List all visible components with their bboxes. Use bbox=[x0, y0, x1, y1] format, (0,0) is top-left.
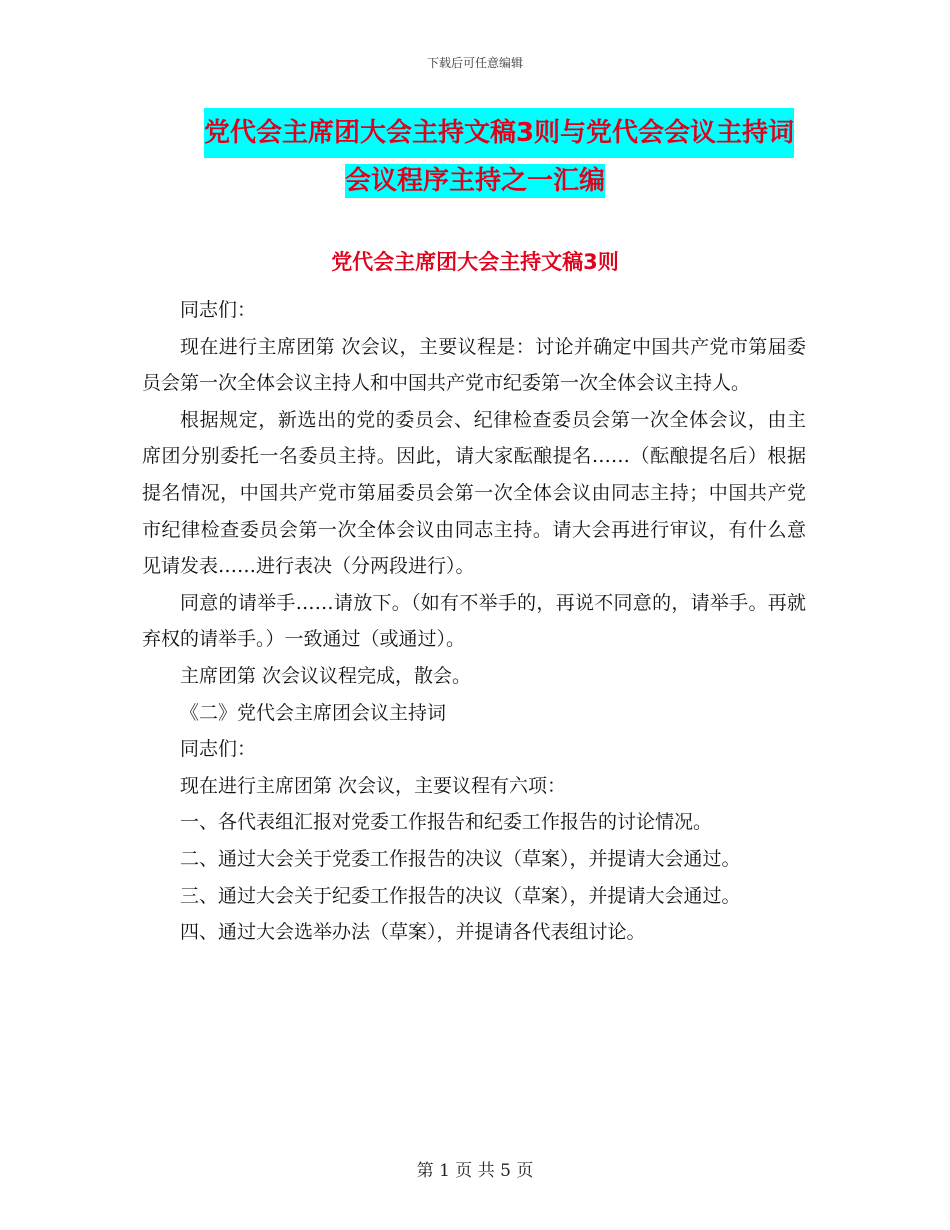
document-body bbox=[142, 292, 806, 951]
paragraph: 现在进行主席团第 次会议，主要议程有六项： bbox=[180, 774, 567, 797]
paragraph: 一、各代表组汇报对党委工作报告和纪委工作报告的讨论情况。 bbox=[180, 811, 713, 834]
page-number: 第 1 页 共 5 页 bbox=[416, 1161, 534, 1181]
paragraph: 同志们： bbox=[180, 299, 257, 321]
paragraph: 同意的请举手……请放下。（如有不举手的，再说不同意的，请举手。再就弃权的请举手。）一致通过（或通过）。 bbox=[142, 591, 806, 651]
document-title bbox=[0, 108, 950, 204]
paragraph: 同志们： bbox=[180, 738, 257, 761]
paragraph: 主席团第 次会议议程完成，散会。 bbox=[180, 664, 472, 687]
section-title: 党代会主席团大会主持文稿3则 bbox=[331, 250, 619, 274]
paragraph: 四、通过大会选举办法（草案），并提请各代表组讨论。 bbox=[180, 921, 646, 944]
header-note: 下载后可任意编辑 bbox=[426, 56, 523, 70]
paragraph: 三、通过大会关于纪委工作报告的决议（草案），并提请大会通过。 bbox=[180, 884, 741, 907]
paragraph: 二、通过大会关于党委工作报告的决议（草案），并提请大会通过。 bbox=[180, 847, 741, 870]
paragraph: 《二》党代会主席团会议主持词 bbox=[180, 701, 447, 724]
title-line-2: 会议程序主持之一汇编 bbox=[344, 166, 605, 196]
title-line-1: 党代会主席团大会主持文稿3则与党代会会议主持词 bbox=[204, 108, 794, 158]
paragraph: 现在进行主席团第 次会议，主要议程是：讨论并确定中国共产党市第届委员会第一次全体会议主持人和中国共产党市纪委第一次全体会议主持人。 bbox=[142, 335, 806, 395]
paragraph: 根据规定，新选出的党的委员会、纪律检查委员会第一次全体会议，由主席团分别委托一名委员主持。因此，请大家酝酿提名……（酝酿提名后）根据提名情况，中国共产党市第届委员会第一次全体会议由同志主持；中国共产党市纪律检查委员会第一次全体会议由同志主持。请大会再进行审议，有什么意见请发表……进行表决（分两段进行）。 bbox=[142, 408, 806, 578]
